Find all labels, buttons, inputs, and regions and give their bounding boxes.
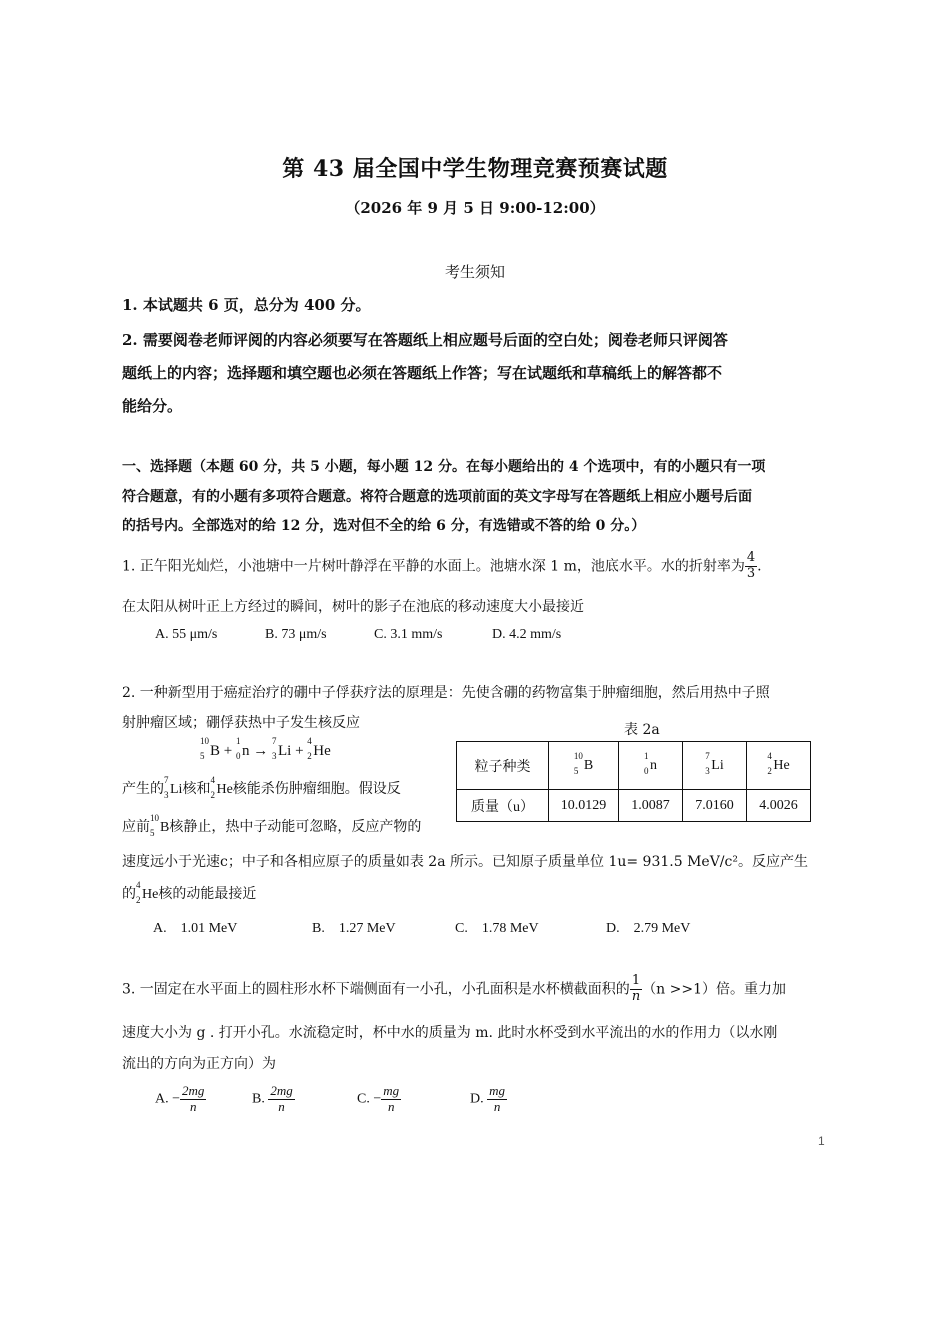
table-row [457,742,811,790]
section-1-line-3: 的括号内。全部选对的给 12 分，选对但不全的给 6 分，有选错或不答的给 0 分。） [122,518,646,534]
notice-item-1: 1. 本试题共 6 页，总分为 400 分。 [122,296,371,314]
table-cell-boron: 10 5 B [549,742,619,790]
question-1-line-2: 在太阳从树叶正上方经过的瞬间，树叶的影子在池底的移动速度大小最接近 [122,599,584,615]
text-segment: 核能杀伤肿瘤细胞。假设反 [232,781,401,797]
question-2-option-a: A. 1.01 MeV [153,921,238,936]
question-2-line-2: 射肿瘤区域；硼俘获热中子发生核反应 [122,715,360,731]
fraction-numerator: 1 [631,973,641,988]
question-2-option-b: B. 1.27 MeV [312,921,396,936]
table-header-cell: 粒子种类 [457,742,549,790]
question-3-line-3: 流出的方向为正方向）为 [122,1056,276,1072]
notice-item-2-line-1: 2. 需要阅卷老师评阅的内容必须要写在答题纸上相应题号后面的空白处；阅卷老师只评阅答 [122,331,728,349]
question-3-option-c: C. − $\frac{mg}{n}$ [357,1083,400,1114]
question-2-line-1: 2. 一种新型用于癌症治疗的硼中子俘获疗法的原理是：先使含硼的药物富集于肿瘤细胞，然后用热中子照 [122,685,770,701]
lithium-7-nucleus: 7 3 Li [271,736,292,761]
question-3-line-2: 速度大小为 g . 打开小孔。水流稳定时，杯中水的质量为 m. 此时水杯受到水平流出的水的作用力（以水刚 [122,1025,778,1041]
text-segment: 的 [122,886,136,902]
table-cell-lithium: 7 3 Li [683,742,747,790]
table-row [457,790,811,822]
question-1-line-1 [122,551,762,582]
text-segment: 3. 一固定在水平面上的圆柱形水杯下端侧面有一小孔，小孔面积是水杯横截面积的 [122,981,630,998]
boron-10-nucleus: 10 5 B [200,736,221,761]
section-1-line-2: 符合题意，有的小题有多项符合题意。将符合题意的选项前面的英文字母写在答题纸上相应小题号后面 [122,489,752,505]
text-segment: 核静止，热中子动能可忽略，反应产物的 [169,819,422,835]
question-3-option-b: B. $\frac{2mg}{n}$ [252,1083,293,1114]
question-2-line-6 [122,880,257,905]
question-1-option-c: C. 3.1 mm/s [374,627,443,642]
mass-table [456,741,811,822]
helium-4-nucleus: 4 2 He [136,880,159,905]
helium-4-nucleus: 4 2 He [210,775,233,800]
notice-title: 考生须知 [444,263,505,281]
table-caption: 表 2a [624,722,660,738]
lithium-7-nucleus: 7 3 Li [164,775,183,800]
question-3-option-a: A. − $\frac{2mg}{n}$ [155,1083,205,1114]
question-1-option-a: A. 55 μm/s [155,627,218,642]
hole-area-fraction [630,974,642,1005]
table-cell-mass: 7.0160 [683,790,747,822]
fraction-denominator: 3 [746,565,756,581]
exam-date: （2026 年 9 月 5 日 9:00-12:00） [345,199,605,217]
question-1-text: 1. 正午阳光灿烂，小池塘中一片树叶静浮在平静的水面上。池塘水深 1 m，池底水平。水的折射率为 [122,558,745,575]
table-cell-helium: 4 2 He [747,742,811,790]
text-segment: 应前 [122,819,150,835]
notice-item-2-line-2: 题纸上的内容；选择题和填空题也必须在答题纸上作答；写在试题纸和草稿纸上的解答都不 [122,364,723,382]
refraction-index-fraction [745,551,757,582]
fraction-denominator: n [631,988,641,1004]
question-2-option-d: D. 2.79 MeV [606,921,691,936]
boron-10-nucleus: 10 5 B [150,813,170,838]
fraction-numerator: 4 [746,550,756,565]
table-cell-neutron: 1 0 n [619,742,683,790]
text-segment: 产生的 [122,781,164,797]
text-segment: 核的动能最接近 [158,886,257,902]
table-cell-mass: 4.0026 [747,790,811,822]
notice-item-2-line-3: 能给分。 [122,397,183,415]
question-3-line-1 [122,974,786,1005]
question-2-line-5: 速度远小于光速c；中子和各相应原子的质量如表 2a 所示。已知原子质量单位 1u= 931.5 MeV/c²。反应产生 [122,854,808,870]
helium-4-nucleus: 4 2 He [307,736,331,761]
table-cell-mass: 10.0129 [549,790,619,822]
section-1-line-1: 一、选择题（本题 60 分，共 5 小题，每小题 12 分。在每小题给出的 4 个选项中，有的小题只有一项 [122,459,766,475]
question-1-period: . [757,558,762,575]
question-2-line-3 [122,775,401,800]
nuclear-reaction-equation: 10 5 B + 1 0 n → 7 3 Li + 4 2 He [200,736,331,761]
question-1-option-d: D. 4.2 mm/s [492,627,562,642]
exam-title: 第 43 届全国中学生物理竞赛预赛试题 [282,156,668,182]
question-2-option-c: C. 1.78 MeV [455,921,539,936]
question-2-line-4 [122,813,422,838]
table-cell-mass: 1.0087 [619,790,683,822]
table-row-label: 质量（u） [457,790,549,822]
page-number: 1 [818,1134,825,1148]
text-segment: 核和 [182,781,211,797]
question-1-option-b: B. 73 μm/s [265,627,327,642]
text-segment: （n >>1）倍。重力加 [642,981,787,998]
neutron: 1 0 n [235,736,250,761]
question-3-option-d: D. $\frac{mg}{n}$ [470,1083,506,1114]
